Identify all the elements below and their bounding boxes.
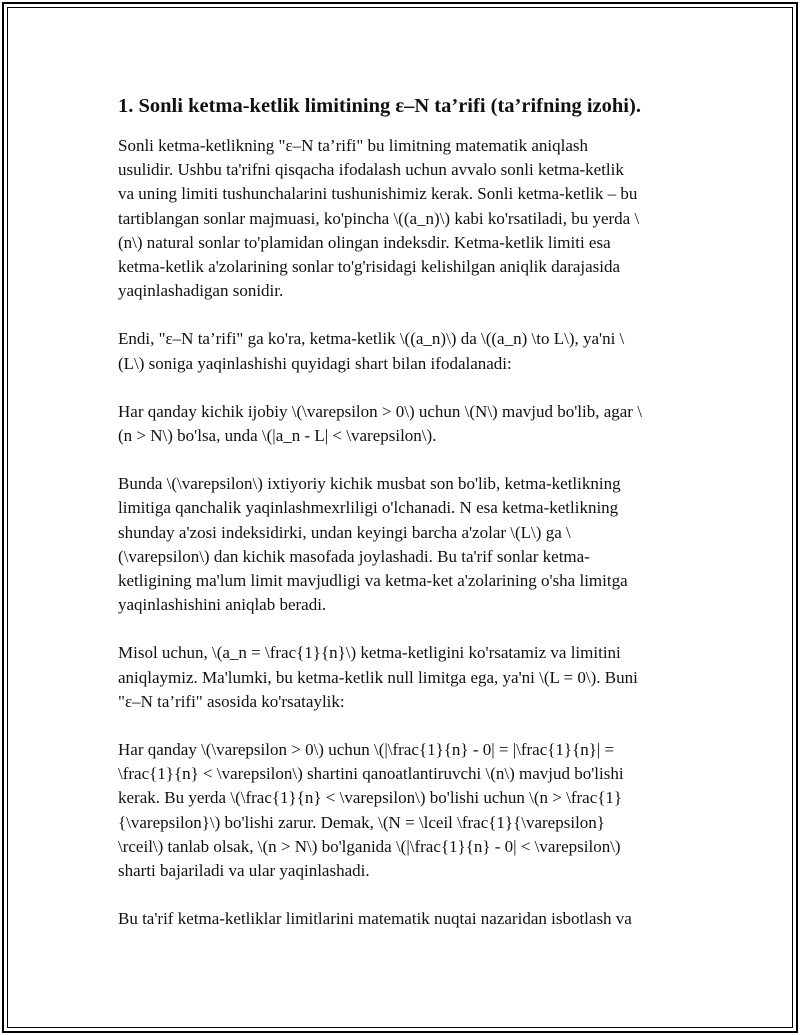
text-line: Misol uchun, \(a_n = \frac{1}{n}\) ketma-ketligini ko'rsatamiz va limitini bbox=[118, 643, 621, 663]
paragraph-example bbox=[118, 641, 688, 714]
text-line: ketligining ma'lum limit mavjudligi va ketma-ket a'zolarining o'sha limitga bbox=[118, 571, 628, 591]
text-line: kerak. Bu yerda \(\frac{1}{n} < \varepsilon\) bo'lishi uchun \(n > \frac{1} bbox=[118, 788, 623, 808]
text-line: \frac{1}{n} < \varepsilon\) shartini qanoatlantiruvchi \(n\) mavjud bo'lishi bbox=[118, 764, 624, 784]
text-line: (L\) soniga yaqinlashishi quyidagi shart bilan ifodalanadi: bbox=[118, 353, 512, 373]
text-line: \rceil\) tanlab olsak, \(n > N\) bo'lganida \(|\frac{1}{n} - 0| < \varepsilon\) bbox=[118, 836, 621, 856]
paragraph-condition bbox=[118, 400, 688, 448]
text-line: ketma-ketlik a'zolarining sonlar to'g'risidagi kelishilgan aniqlik darajasida bbox=[118, 257, 621, 277]
text-line: tartiblangan sonlar majmuasi, ko'pincha \((a_n)\) kabi ko'rsatiladi, bu yerda \ bbox=[118, 208, 640, 228]
paragraph-conclusion bbox=[118, 907, 688, 931]
text-line: "ε–N ta’rifi" asosida ko'rsataylik: bbox=[118, 691, 345, 711]
text-line: Har qanday \(\varepsilon > 0\) uchun \(|\frac{1}{n} - 0| = |\frac{1}{n}| = bbox=[118, 740, 615, 760]
text-line: va uning limiti tushunchalarini tushunishimiz kerak. Sonli ketma-ketlik – bu bbox=[118, 184, 638, 204]
paragraph-definition-intro bbox=[118, 134, 688, 303]
text-line: usulidir. Ushbu ta'rifni qisqacha ifodalash uchun avvalo sonli ketma-ketlik bbox=[118, 160, 624, 180]
text-line: {\varepsilon}\) bo'lishi zarur. Demak, \(N = \lceil \frac{1}{\varepsilon} bbox=[118, 812, 605, 832]
document-body bbox=[118, 92, 688, 955]
text-line: (\varepsilon\) dan kichik masofada joylashadi. Bu ta'rif sonlar ketma- bbox=[118, 546, 590, 566]
text-line: Bunda \(\varepsilon\) ixtiyoriy kichik musbat son bo'lib, ketma-ketlikning bbox=[118, 474, 621, 494]
text-line: sharti bajariladi va ular yaqinlashadi. bbox=[118, 861, 370, 881]
text-line: Bu ta'rif ketma-ketliklar limitlarini matematik nuqtai nazaridan isbotlash va bbox=[118, 909, 632, 929]
text-line: yaqinlashadigan sonidir. bbox=[118, 281, 284, 301]
document-title: 1. Sonli ketma-ketlik limitining ε–N ta’rifi (ta’rifning izohi). bbox=[118, 95, 641, 117]
text-line: shunday a'zosi indeksidirki, undan keyingi barcha a'zolar \(L\) ga \ bbox=[118, 522, 571, 542]
text-line: (n > N\) bo'lsa, unda \(|a_n - L| < \varepsilon\). bbox=[118, 426, 437, 446]
text-line: aniqlaymiz. Ma'lumki, bu ketma-ketlik null limitga ega, ya'ni \(L = 0\). Buni bbox=[118, 667, 638, 687]
text-line: yaqinlashishini aniqlab beradi. bbox=[118, 595, 327, 615]
text-line: limitiga qanchalik yaqinlashmexrliligi o'lchanadi. N esa ketma-ketlikning bbox=[118, 498, 619, 518]
paragraph-condition-intro bbox=[118, 327, 688, 375]
paragraph-proof bbox=[118, 738, 688, 883]
text-line: Endi, "ε–N ta’rifi" ga ko'ra, ketma-ketlik \((a_n)\) da \((a_n) \to L\), ya'ni \ bbox=[118, 329, 625, 349]
paragraph-explanation bbox=[118, 472, 688, 617]
text-line: Har qanday kichik ijobiy \(\varepsilon > 0\) uchun \(N\) mavjud bo'lib, agar \ bbox=[118, 401, 642, 421]
text-line: (n\) natural sonlar to'plamidan olingan indeksdir. Ketma-ketlik limiti esa bbox=[118, 232, 611, 252]
text-line: Sonli ketma-ketlikning "ε–N ta’rifi" bu limitning matematik aniqlash bbox=[118, 136, 589, 155]
